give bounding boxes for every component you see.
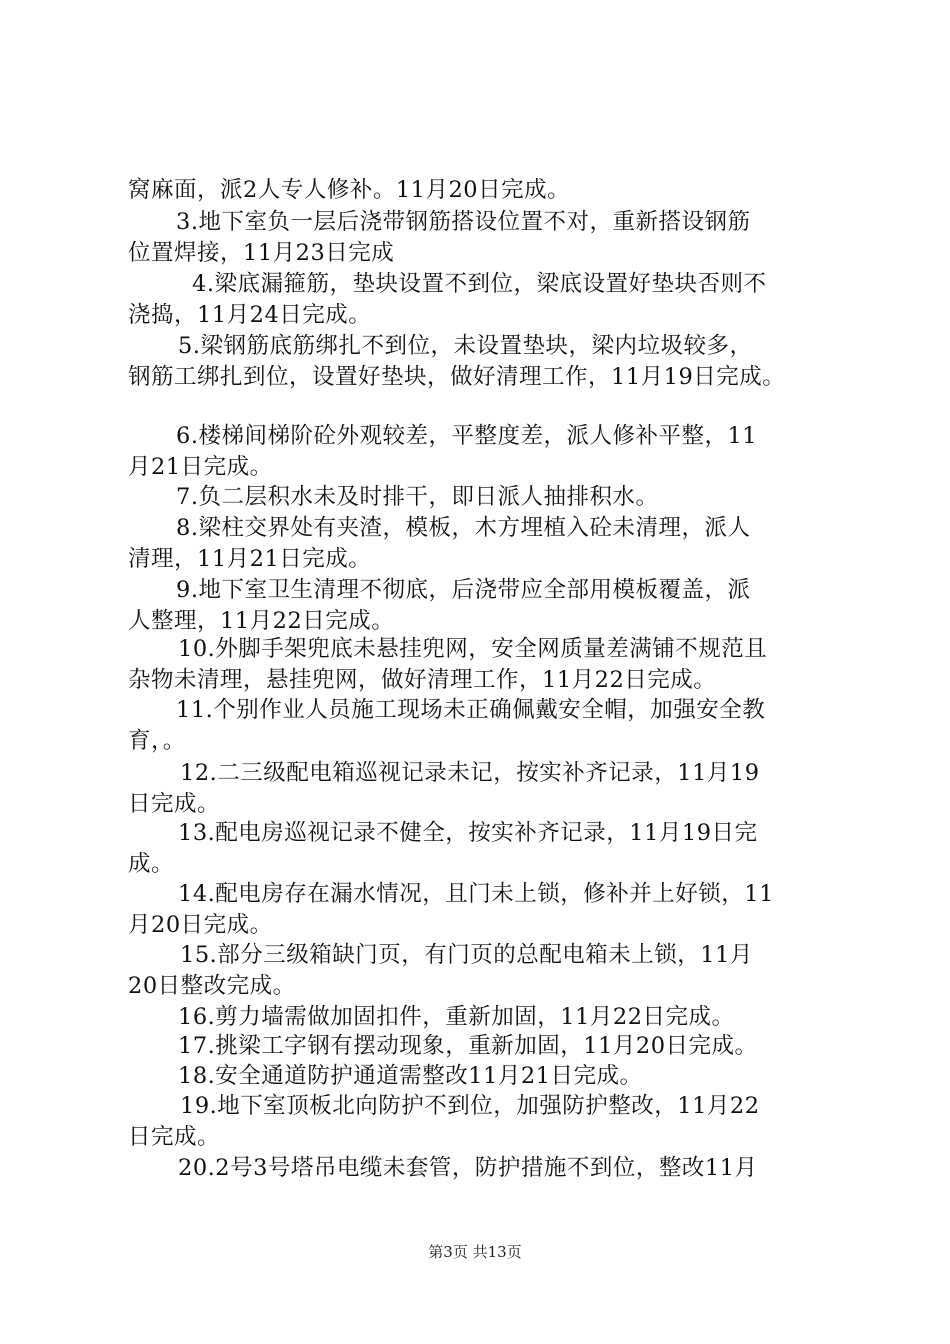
text-line: 11.个别作业人员施工现场未正确佩戴安全帽，加强安全教 — [176, 697, 766, 723]
text-line: 4.梁底漏箍筋，垫块设置不到位，梁底设置好垫块否则不 — [192, 271, 767, 297]
text-line: 清理，11月21日完成。 — [128, 546, 372, 572]
text-line: 13.配电房巡视记录不健全，按实补齐记录，11月19日完 — [178, 820, 758, 846]
text-line: 19.地下室顶板北向防护不到位，加强防护整改，11月22 — [180, 1093, 760, 1119]
text-line: 3.地下室负一层后浇带钢筋搭设位置不对，重新搭设钢筋 — [176, 209, 751, 235]
text-line: 9.地下室卫生清理不彻底，后浇带应全部用模板覆盖，派 — [176, 577, 751, 603]
page-number-footer: 第3页 共13页 — [428, 1243, 522, 1261]
text-line: 钢筋工绑扎到位，设置好垫块，做好清理工作，11月19日完成。 — [128, 364, 786, 390]
text-line: 15.部分三级箱缺门页，有门页的总配电箱未上锁，11月 — [180, 942, 753, 968]
text-line: 位置焊接，11月23日完成 — [128, 240, 395, 266]
text-line: 7.负二层积水未及时排干，即日派人抽排积水。 — [176, 484, 659, 510]
text-line: 月21日完成。 — [128, 454, 273, 480]
text-line: 18.安全通道防护通道需整改11月21日完成。 — [178, 1063, 643, 1089]
text-line: 8.梁柱交界处有夹渣，模板，木方埋植入砼未清理，派人 — [176, 515, 751, 541]
text-line: 16.剪力墙需做加固扣件，重新加固，11月22日完成。 — [178, 1004, 735, 1030]
text-line: 12.二三级配电箱巡视记录未记，按实补齐记录，11月19 — [180, 760, 760, 786]
text-line: 月20日完成。 — [128, 912, 273, 938]
text-line: 20日整改完成。 — [128, 973, 296, 999]
text-line: 14.配电房存在漏水情况，且门未上锁，修补并上好锁，11 — [178, 881, 774, 907]
text-line: 杂物未清理，悬挂兜网，做好清理工作，11月22日完成。 — [128, 667, 717, 693]
text-line: 20.2号3号塔吊电缆未套管，防护措施不到位，整改11月 — [178, 1155, 758, 1181]
text-line: 10.外脚手架兜底未悬挂兜网，安全网质量差满铺不规范且 — [178, 636, 768, 662]
text-line: 窝麻面，派2人专人修补。11月20日完成。 — [128, 177, 571, 203]
text-line: 浇捣，11月24日完成。 — [128, 302, 372, 328]
text-line: 育，。 — [128, 728, 186, 754]
text-line: 6.楼梯间梯阶砼外观较差，平整度差，派人修补平整，11 — [176, 423, 758, 449]
text-line: 人整理，11月22日完成。 — [128, 608, 395, 634]
text-line: 日完成。 — [128, 791, 221, 817]
text-line: 5.梁钢筋底筋绑扎不到位，未设置垫块，梁内垃圾较多， — [178, 333, 753, 359]
text-line: 成。 — [128, 851, 175, 877]
text-line: 日完成。 — [128, 1124, 221, 1150]
text-line: 17.挑梁工字钢有摆动现象，重新加固，11月20日完成。 — [178, 1033, 758, 1059]
